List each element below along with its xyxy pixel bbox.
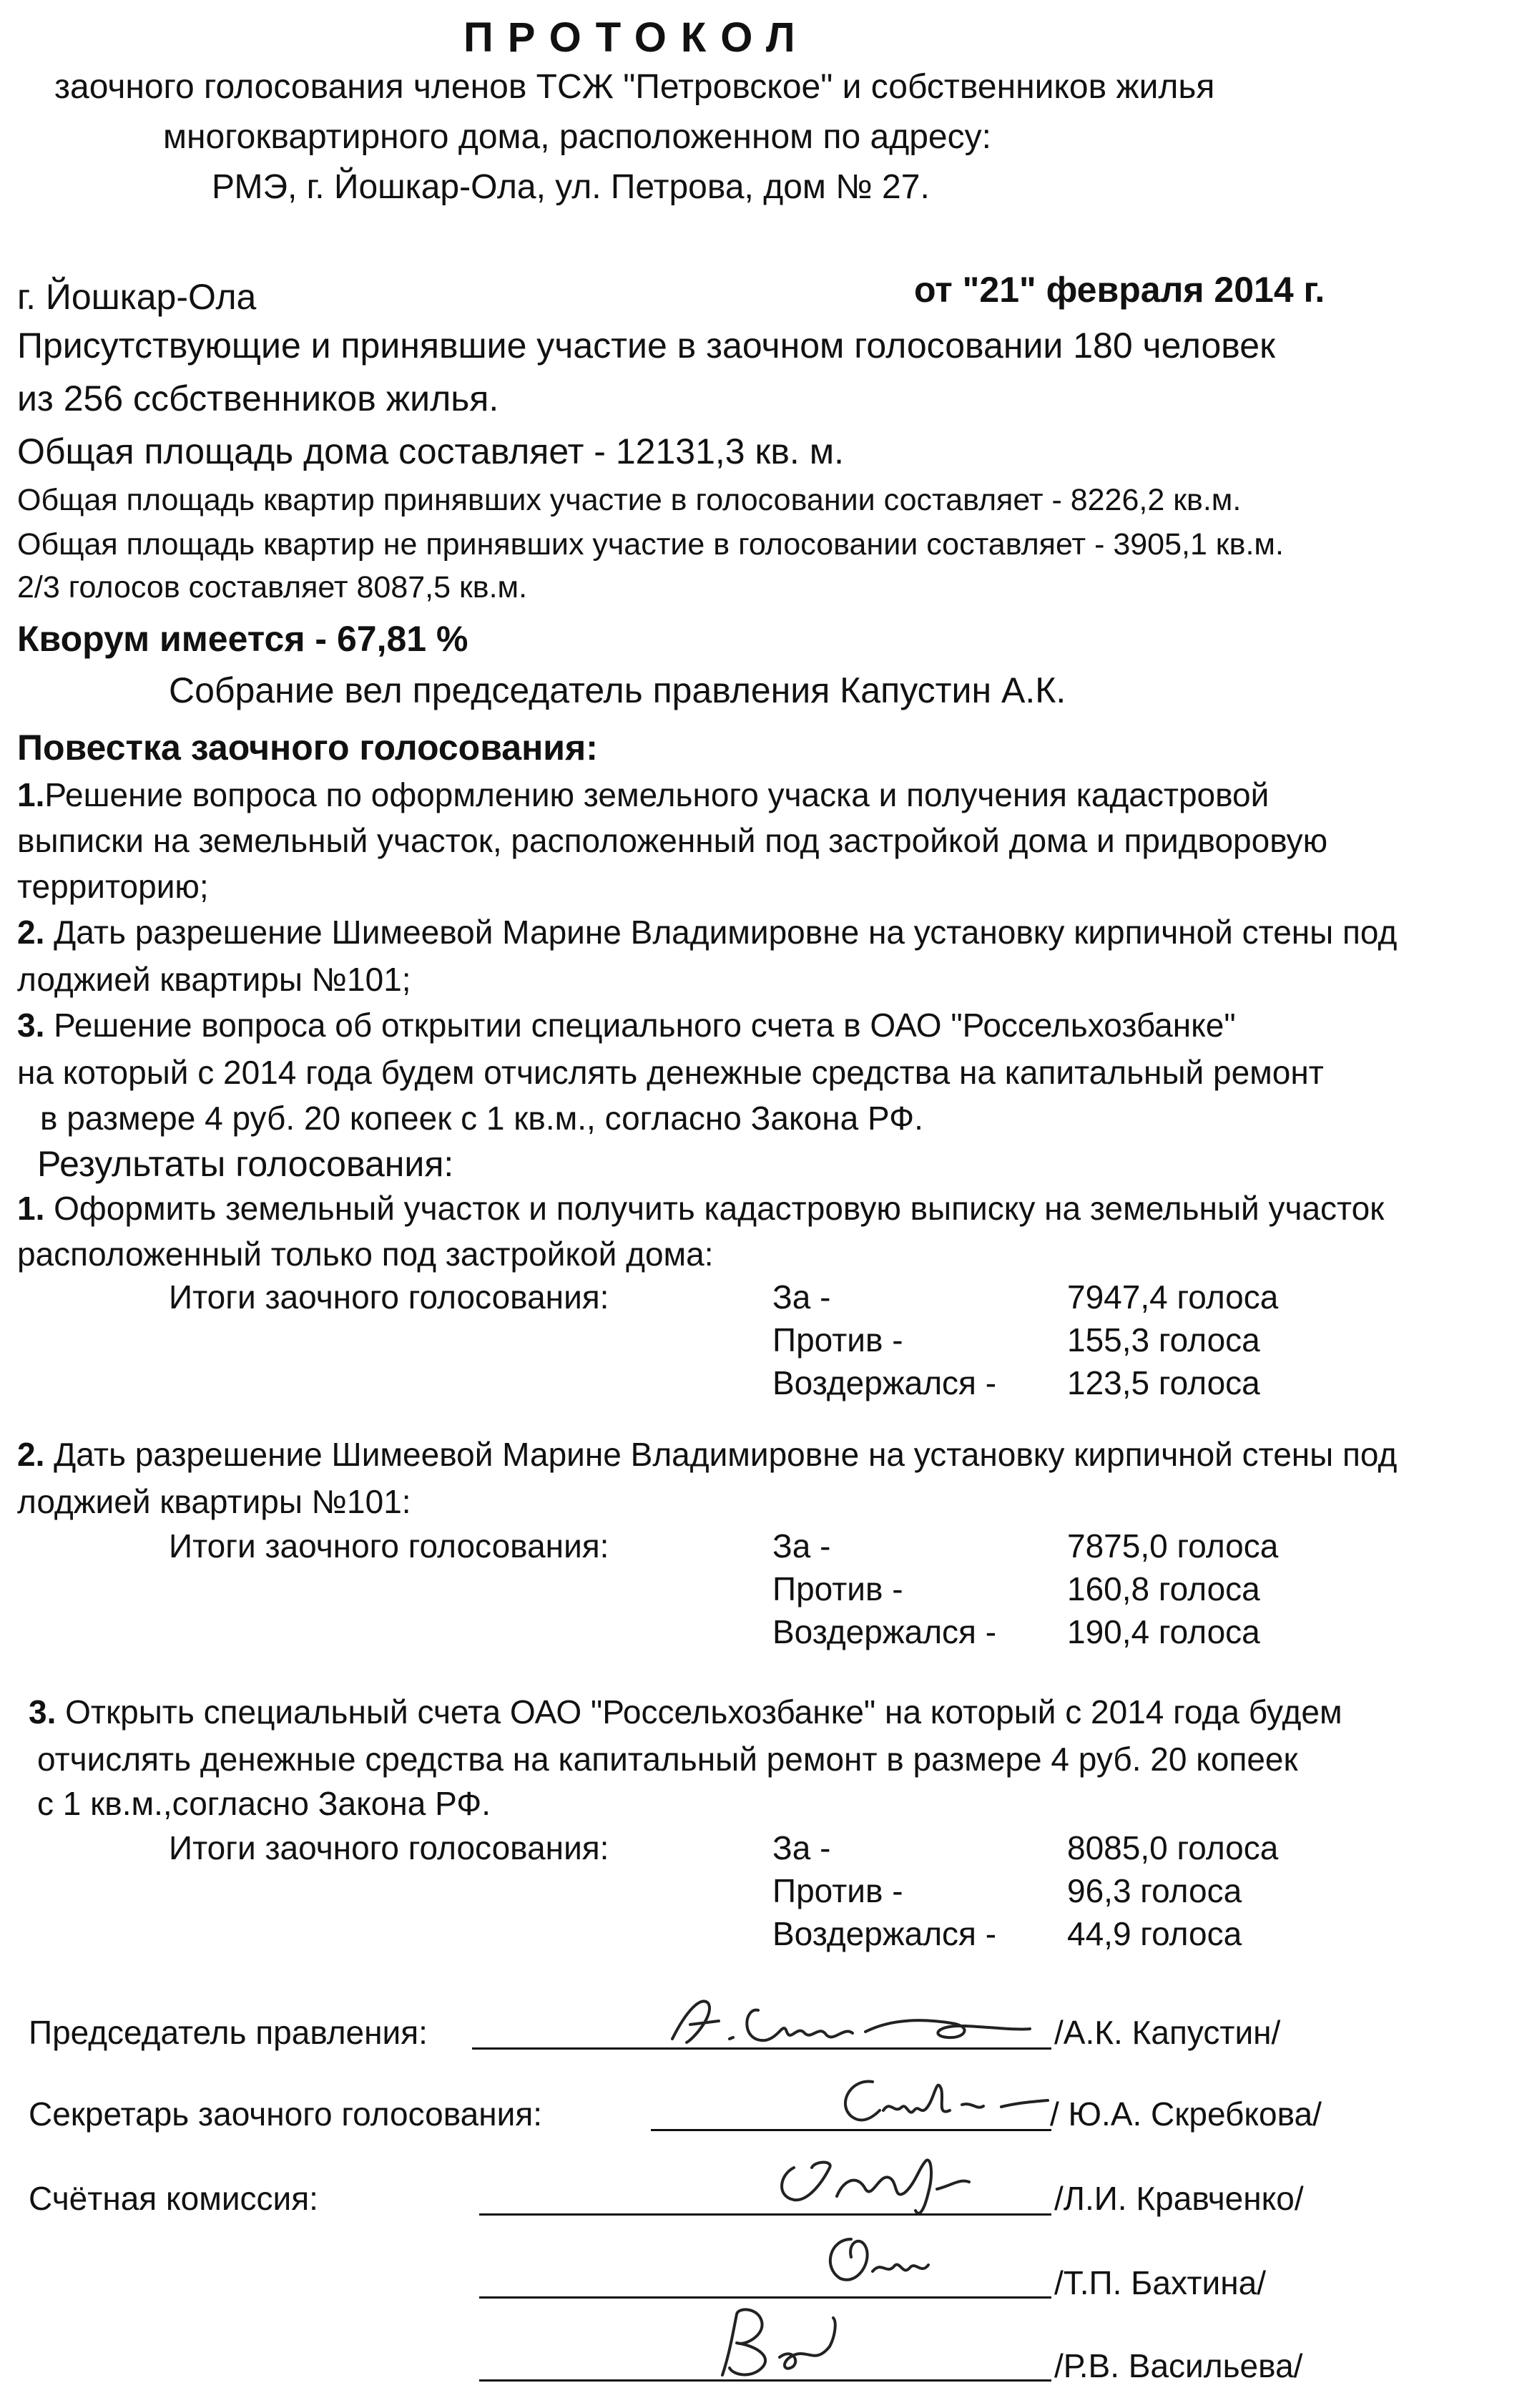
two-thirds-votes: 2/3 голосов составляет 8087,5 кв.м. [17, 570, 528, 605]
result-1-abstain-value: 123,5 голоса [1067, 1364, 1260, 1401]
commission-signature-image-2 [815, 2218, 958, 2304]
agenda-item-1-line-2: выписки на земельный участок, расположенный под застройкой дома и придворовую [17, 822, 1328, 859]
result-2-for-value: 7875,0 голоса [1067, 1527, 1279, 1565]
agenda-heading: Повестка заочного голосования: [17, 728, 598, 768]
document-title: ПРОТОКОЛ [463, 14, 810, 61]
result-1-against-value: 155,3 голоса [1067, 1321, 1260, 1359]
agenda-item-1-text: Решение вопроса по оформлению земельного учаска и получения кадастровой [44, 776, 1270, 813]
header-line-2: многоквартирного дома, расположенном по адресу: [163, 118, 991, 156]
result-3-line-2: отчислять денежные средства на капитальный ремонт в размере 4 руб. 20 копеек [37, 1741, 1298, 1778]
result-3-against-value: 96,3 голоса [1067, 1872, 1242, 1909]
present-line-2: из 256 ссбственников жилья. [17, 378, 499, 419]
result-2-against-label: Против - [772, 1570, 903, 1607]
result-2-total-label: Итоги заочного голосования: [169, 1527, 609, 1565]
agenda-item-2-text: Дать разрешение Шимеевой Марине Владимировне на установку кирпичной стены под [44, 914, 1398, 951]
result-2-line-1 [17, 1438, 1397, 1471]
header-address: РМЭ, г. Йошкар-Ола, ул. Петрова, дом № 27. [212, 168, 930, 206]
commission-signature-image-3 [694, 2296, 880, 2397]
chair-name: /А.К. Капустин/ [1054, 2014, 1281, 2051]
result-1-text: Оформить земельный участок и получить кадастровую выписку на земельный участок [44, 1190, 1385, 1227]
result-2-abstain-label: Воздержался - [772, 1613, 997, 1650]
results-heading: Результаты голосования: [37, 1144, 454, 1184]
result-3-text: Открыть специальный счета ОАО "Россельхозбанке" на который с 2014 года будем [56, 1693, 1342, 1731]
result-2-number: 2. [17, 1436, 45, 1473]
total-area: Общая площадь дома составляет - 12131,3 кв. м. [17, 431, 844, 471]
agenda-item-3-number: 3. [17, 1007, 45, 1044]
result-3-line-1 [29, 1693, 1342, 1731]
agenda-item-2-number: 2. [17, 914, 45, 951]
result-1-abstain-label: Воздержался - [772, 1364, 997, 1401]
result-2-abstain-value: 190,4 голоса [1067, 1613, 1260, 1650]
secretary-name: / Ю.А. Скребкова/ [1050, 2095, 1322, 2133]
result-2-line-2: лоджией квартиры №101: [17, 1483, 411, 1520]
result-2-text: Дать разрешение Шимеевой Марине Владимировне на установку кирпичной стены под [44, 1436, 1398, 1473]
meeting-chair: Собрание вел председатель правления Капустин А.К. [169, 670, 1066, 710]
agenda-item-3-text: Решение вопроса об открытии специального счета в ОАО "Россельхозбанке" [44, 1007, 1236, 1044]
secretary-signature-image [830, 2060, 1059, 2139]
agenda-item-1-number: 1. [17, 776, 45, 813]
chair-signature-image [665, 1982, 1037, 2060]
present-line-1: Присутствующие и принявшие участие в заочном голосовании 180 человек [17, 326, 1275, 366]
agenda-item-3-line-3: в размере 4 руб. 20 копеек с 1 кв.м., согласно Закона РФ. [40, 1100, 923, 1137]
commission-signature-image-1 [772, 2139, 1016, 2225]
agenda-item-2-line-2: лоджией квартиры №101; [17, 961, 411, 998]
result-3-number: 3. [29, 1693, 57, 1731]
agenda-item-3-line-2: на который с 2014 года будем отчислять денежные средства на капитальный ремонт [17, 1054, 1324, 1091]
document-date: от "21" февраля 2014 г. [914, 270, 1325, 310]
secretary-signature-label: Секретарь заочного голосования: [29, 2095, 543, 2133]
result-3-for-label: За - [772, 1829, 831, 1866]
voted-area: Общая площадь квартир принявших участие в голосовании составляет - 8226,2 кв.м. [17, 483, 1242, 517]
agenda-item-2-line-1 [17, 916, 1397, 949]
result-2-against-value: 160,8 голоса [1067, 1570, 1260, 1607]
result-2-for-label: За - [772, 1527, 831, 1565]
header-line-1: заочного голосования членов ТСЖ "Петровское" и собственников жилья [54, 68, 1215, 106]
city: г. Йошкар-Ола [17, 277, 257, 317]
result-3-total-label: Итоги заочного голосования: [169, 1829, 609, 1866]
quorum: Кворум имеется - 67,81 % [17, 619, 468, 659]
result-1-line-2: расположенный только под застройкой дома: [17, 1235, 714, 1273]
commission-member-2: /Т.П. Бахтина/ [1054, 2264, 1266, 2301]
not-voted-area: Общая площадь квартир не принявших участие в голосовании составляет - 3905,1 кв.м. [17, 527, 1284, 562]
result-3-line-3: с 1 кв.м.,согласно Закона РФ. [37, 1785, 491, 1822]
result-1-against-label: Против - [772, 1321, 903, 1359]
chair-signature-label: Председатель правления: [29, 2014, 428, 2051]
result-1-for-label: За - [772, 1278, 831, 1316]
agenda-item-3-line-1 [17, 1009, 1236, 1042]
result-3-abstain-label: Воздержался - [772, 1915, 997, 1952]
result-1-number: 1. [17, 1190, 45, 1227]
agenda-item-1-line-3: территорию; [17, 868, 209, 905]
result-3-for-value: 8085,0 голоса [1067, 1829, 1279, 1866]
result-1-for-value: 7947,4 голоса [1067, 1278, 1279, 1316]
commission-member-1: /Л.И. Кравченко/ [1054, 2180, 1304, 2217]
result-3-abstain-value: 44,9 голоса [1067, 1915, 1242, 1952]
result-1-total-label: Итоги заочного голосования: [169, 1278, 609, 1316]
result-3-against-label: Против - [772, 1872, 903, 1909]
commission-member-3: /Р.В. Васильева/ [1054, 2347, 1303, 2384]
result-1-line-1 [17, 1192, 1384, 1225]
commission-label: Счётная комиссия: [29, 2180, 318, 2217]
agenda-item-1-line-1 [17, 778, 1269, 811]
